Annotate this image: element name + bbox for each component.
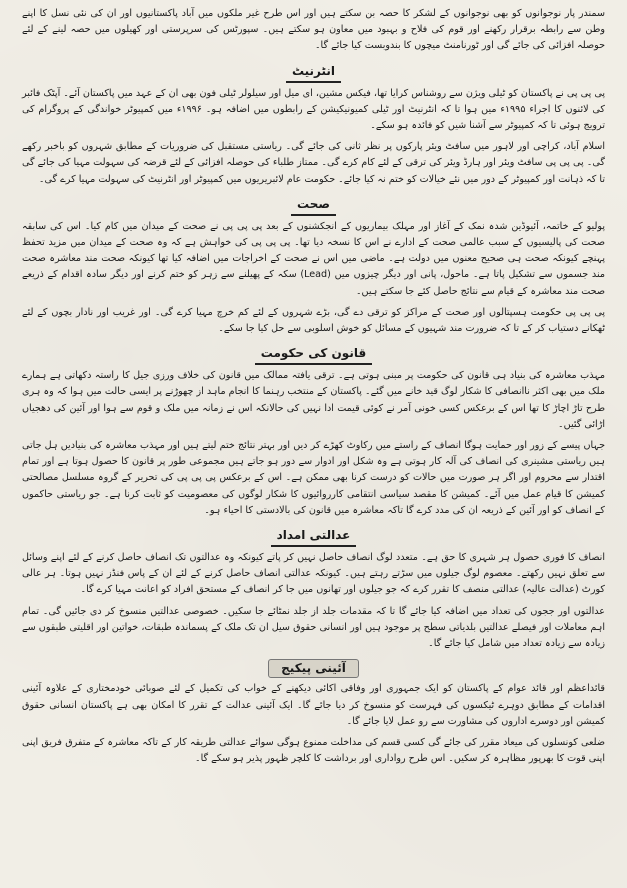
section-internet <box>22 60 605 188</box>
paragraph: عدالتوں اور ججوں کی تعداد میں اضافہ کیا جائے گا تا کہ مقدمات جلد از جلد نمٹائے جا سکیں۔ خصوصی عدالتیں منسوخ کر دی جائیں گی۔ تمام اہم معاملات اور فیصلے عدالتیں بلدیاتی سطح پر موجود ہیں اور انسانی حقوق سیل ان تک ملک کے پسماندہ طبقات، خواتین اور اقلیتی طبقوں سے زیادہ سے زیادہ تعداد میں شامل کیا جائے گا۔ <box>22 605 605 650</box>
section-heading-health: صحت <box>291 196 336 216</box>
section-heading-constitutional-package: آئینی پیکیج <box>268 659 359 678</box>
paragraph: جہاں پیسے کے زور اور حمایت ہوگا انصاف کے راستے میں رکاوٹ کھڑے کر دیں اور بہتر نتائج ختم لیتے ہیں اور مہذب معاشرہ کی بنیادیں ہل جاتی ہیں ریاستی مشینری کی انصاف کی آلہ کار ہوتی ہے وہ شکل اور ادوار سے دور ہو جاتے ہیں مجموعی طور پر قانون کا حصول ہوتا ہے اور تمام اقتدار سے محروم اور اگر ہر صورت میں حالات کو درست کرنا بھی ممکن ہے۔ اس کے برعکس پی پی پی کی تحریر کے گروہ مسلسل مصالحتی کمیشن کا قیام عمل میں آئے۔ کمیشن کا مقصد سیاسی انتقامی کارروائیوں کا شکار لوگوں کی معصومیت کو ثابت کرنا ہے۔ جو ریاستی حاکموں کے انصاف کو اور آئین کے ذریعہ ان کی مدد کرے گا تاکہ معاشرہ میں قانون کی بالادستی کا احیاء ہو۔ <box>22 440 605 516</box>
paragraph: پی پی پی حکومت ہسپتالوں اور صحت کے مراکز کو ترقی دے گی، بڑے شہروں کے لئے کم خرچ مہیا کرے گی۔ اور غریب اور نادار بچوں کے لئے ٹھکانے دستیاب کر کے تا کہ ضرورت مند شہیوں کے مسائل کو خوش اسلوبی سے حل کیا جا سکے۔ <box>22 306 605 335</box>
section-legal-aid <box>22 524 605 652</box>
section-constitutional-package <box>22 657 605 767</box>
paragraph: پولیو کے خاتمہ، آئیوڈین شدہ نمک کے آغاز اور مہلک بیماریوں کے انجکشنوں کے بعد پی پی پی نے صحت کے میدان میں کام کیا۔ اس کی سابقہ صحت کی پالیسیوں کے سبب عالمی صحت کے ادارے نے اس کا نسخہ دیا تھا۔ پی پی پی کی خواہش ہے کہ وہ صحت کے میدان میں مزید تحفظ پہنچے کیونکہ صحت ہی صحیح معنوں میں دولت ہے۔ ماضی میں اس نے صحت کے اخراجات میں اضافہ کیا تھا کیونکہ صحت مند معاشرہ صحت مند جسموں سے تشکیل پاتا ہے۔ ماحول، پانی اور دیگر چیزوں میں (Lead) سکہ کے پھیلنے سے زہر کو ختم کرنے اور دیگر سادہ اقدام کے ذریعے صحت مند معاشرہ کے قیام سے نتائج حاصل کئے جا سکتے ہیں۔ <box>22 220 605 297</box>
paragraph: پی پی پی نے پاکستان کو ٹیلی ویژن سے روشناس کرایا تھا، فیکس مشین، ای میل اور سیلولر ٹیلی فون بھی ان کے عہد میں پاکستان آئے۔ آپٹک فائبر کی لائنوں کا اجراء ۱۹۹۵ء میں ہوا تا کہ انٹرنیٹ اور ٹیلی کمیونیکیشن کے رابطوں میں اضافہ ہو۔ ۱۹۹۶ء میں کمپیوٹر خواندگی کے پروگرام کی ترویج ہوئی تا کہ کمپیوٹر سے آشنا شیں کو فائدہ ہو سکے۔ <box>22 87 605 132</box>
section-heading-internet: انٹرنیٹ <box>286 63 341 83</box>
section-heading-rule-of-law: قانون کی حکومت <box>255 345 372 365</box>
section-health <box>22 193 605 337</box>
paragraph: انصاف کا فوری حصول ہر شہری کا حق ہے۔ متعدد لوگ انصاف حاصل نہیں کر پاتے کیونکہ وہ عدالتوں تک انصاف حاصل کرنے کے لئے اپنے وسائل سے تعلق نہیں رکھتے۔ معصوم لوگ جیلوں میں سڑتے رہتے ہیں۔ کیونکہ عدالتی انصاف حاصل کرنے کے لئے ان کے پاس فنڈز نہیں ہوتا۔ ہر عالی کورٹ (عدالت عالیہ) عدالتی منصف کا تقرر کرے کہ جو جیلوں اور تھانوں میں جا کر انصاف کے مستحق افراد کو اعانت مہیا کرے گا۔ <box>22 552 605 596</box>
section-heading-legal-aid: عدالتی امداد <box>271 527 357 547</box>
paragraph: قائداعظم اور قائد عوام کے پاکستان کو ایک جمہوری اور وفاقی اکائی دیکھنے کے خواب کی تکمیل کے لئے صوبائی خودمختاری کے علاوہ آئینی اقدامات کے مطابق دوہرے ٹیکسوں کی فہرست کو منسوخ کر دیا جائے گا۔ ایک آئینی عدالت کے تقرر کا امکان بھی ہے پاکستان انسانی حقوق کمیشن اور دوسرے اداروں کی مشاورت سے رو عمل لایا جائے گا۔ <box>22 683 605 727</box>
section-rule-of-law <box>22 342 605 519</box>
paragraph: مہذب معاشرہ کی بنیاد ہی قانون کی حکومت پر مبنی ہوتی ہے۔ ترقی یافتہ ممالک میں قانون کی خلاف ورزی جیل کا راستہ دکھاتی ہے ہمارے ملک میں بھی اکثر ناانصافی کا شکار لوگ قید خانے میں گئے۔ پاکستان کے منتخب رہنما کا انجام ماہد از چھوڑنے پر ایسی حالت میں ہوا کہ وہ ہری طرح تاڑ اچاڑ کا تھا اس کے برعکس کسی خونی آمر نے کوئی قیمت ادا نہیں کی حالانکہ اس نے زمانہ میں ملک و قوم سے ہوا اور آئین کی دھجیاں اڑائی گئیں۔ <box>22 370 605 430</box>
section-youth <box>22 6 605 55</box>
paragraph: سمندر پار نوجوانوں کو بھی نوجوانوں کے لشکر کا حصہ بن سکتے ہیں اور اس طرح غیر ملکوں میں آباد پاکستانیوں اور ان کی نئی نسل کا اپنے وطن سے رابطہ برقرار رکھنے اور قوم کی فلاح و بہبود میں معاون ہو سکتے ہیں۔ سپورٹس کی سرپرستی اور کھیلوں میں حصہ لینے کے لئے حوصلہ افزائی کی جائے گی اور ٹورنامنٹ میچوں کا بندوبست کیا جائے گا۔ <box>22 8 605 52</box>
paragraph: ضلعی کونسلوں کی میعاد مقرر کی جائے گی کسی قسم کی مداخلت ممنوع ہوگی سوائے عدالتی طریقہ کار کے تاکہ معاشرہ کے متفرق فریق اپنی اپنی قوت کا بھرپور مظاہرہ کر سکیں۔ اس طرح رواداری اور برداشت کا کلچر ظہور پذیر ہو سکے گا۔ <box>22 736 605 765</box>
paragraph: اسلام آباد، کراچی اور لاہور میں سافٹ ویئر پارکوں پر نظر ثانی کی جائے گی۔ ریاستی مستقبل کی ضروریات کے مطابق شہروں کو باخبر رکھے گی۔ پی پی پی سافٹ ویئر اور ہارڈ ویئر کی ترقی کے لئے کام کرے گی۔ ممتاز طلباء کی حوصلہ افزائی کے لئے قرضہ کی سہولت مہیا کی جائے گی تا کہ ذہانت اور کمپیوٹر کے دور میں نئے خیالات کو ختم نہ کیا جائے۔ حکومت عام لائبریریوں میں کمپیوٹر اور انٹرنیٹ کی سہولت مہیا کرے گی۔ <box>22 141 605 185</box>
